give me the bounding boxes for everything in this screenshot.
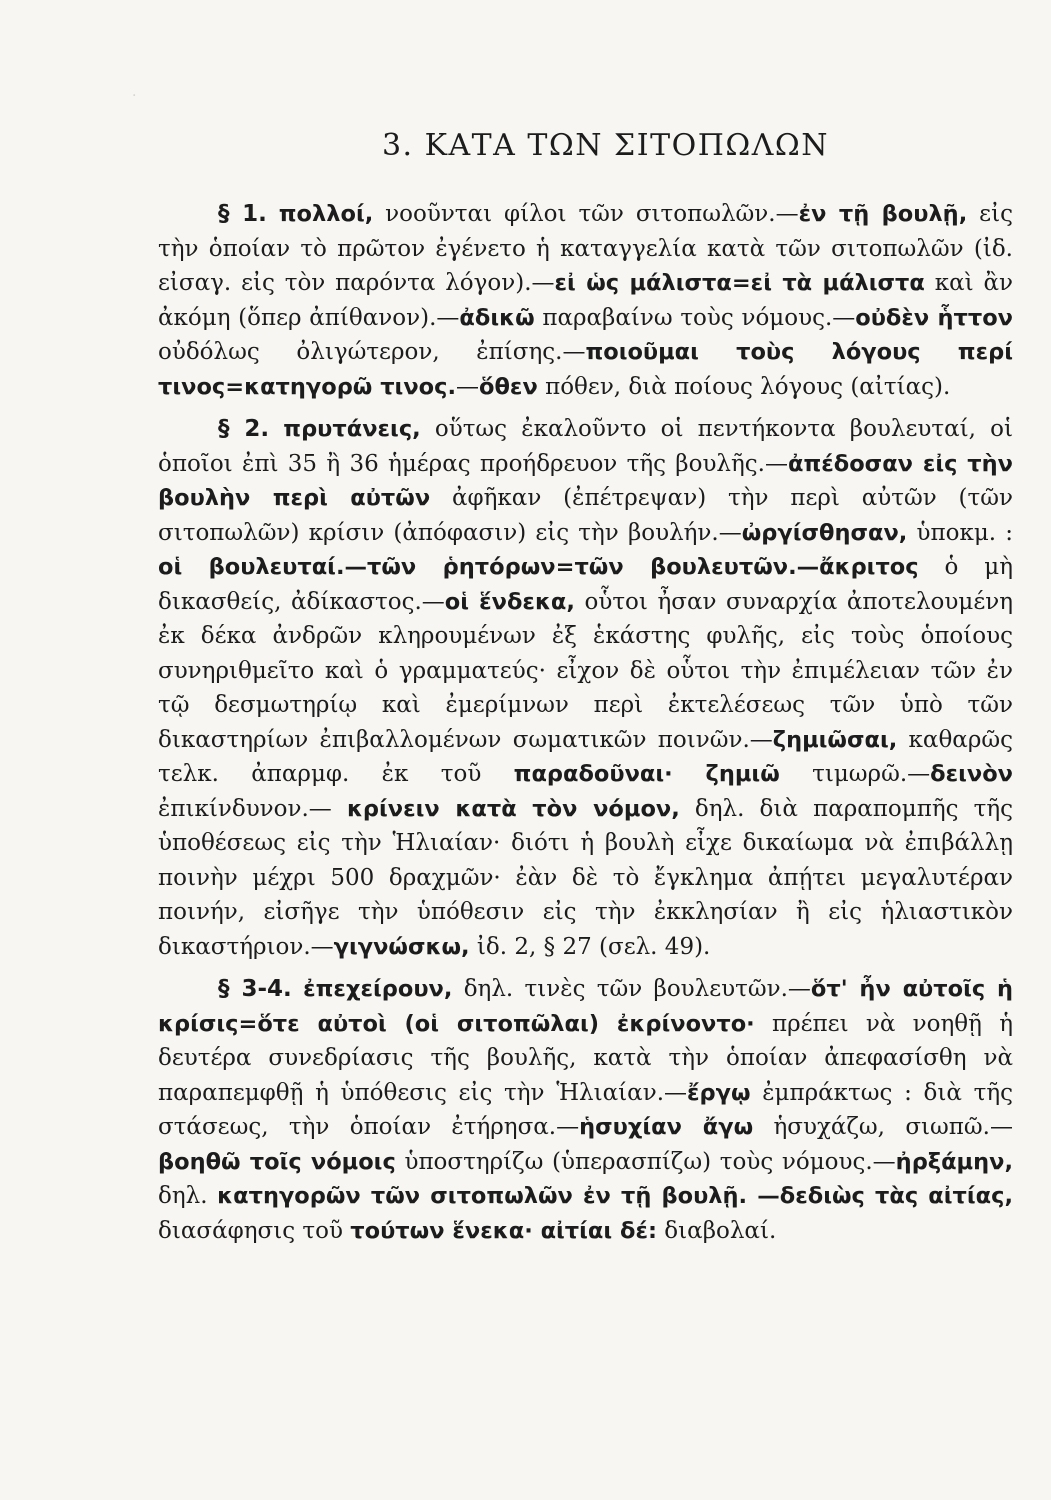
- lemma-term: ἐπεχείρουν,: [303, 976, 453, 1002]
- section-number: § 3-4.: [218, 976, 292, 1002]
- lemma-term: οὐδὲν ἧττον: [855, 304, 1013, 331]
- lemma-term: κατηγορῶν τῶν σιτοπωλῶν ἐν τῇ βουλῇ. —δεδιὼς τὰς αἰτίας,: [217, 1183, 1013, 1209]
- lemma-term: πρυτάνεις,: [283, 416, 421, 442]
- paragraph-2: [158, 412, 1013, 964]
- gloss-text: ἡσυχάζω, σιωπῶ.—: [753, 1114, 1013, 1140]
- section-number: § 2.: [218, 416, 270, 442]
- gloss-text: πρέπει νὰ νοηθῇ ἡ δευτέρα συνεδρίασις τῆς βουλῆς, κατὰ τὴν ὁποίαν ἀπεφασίσθη νὰ παραπεμφθῇ ἡ ὑπόθεσις εἰς τὴν Ἡλιαίαν.—: [158, 1010, 1013, 1106]
- gloss-text: δηλ.: [158, 1183, 218, 1209]
- gloss-text: εἰς τὴν ὁποίαν τὸ πρῶτον ἐγένετο ἡ καταγγελία κατὰ τῶν σιτοπωλῶν (ἰδ. εἰσαγ. εἰς τὸν παρόντα λόγον).—: [158, 201, 1013, 296]
- gloss-text: —: [456, 373, 479, 400]
- page-title: 3. ΚΑΤΑ ΤΩΝ ΣΙΤΟΠΩΛΩΝ: [381, 128, 830, 163]
- lemma-term: ἔργῳ: [687, 1079, 751, 1106]
- gloss-text: καθαρῶς τελκ. ἀπαρμφ. ἐκ τοῦ: [158, 726, 1014, 787]
- lemma-term: δεινὸν: [930, 761, 1013, 787]
- lemma-term: εἰ ὡς μάλιστα=εἰ τὰ μάλιστα: [554, 270, 925, 296]
- lemma-term: κρίνειν κατὰ τὸν νόμον,: [346, 795, 680, 822]
- lemma-term: ὅτ' ἦν αὐτοῖς ἡ κρίσις=ὅτε αὐτοὶ (οἱ σιτοπῶλαι) ἐκρίνοντο·: [158, 976, 1014, 1037]
- gloss-text: τιμωρῶ.—: [779, 761, 931, 787]
- lemma-term: πολλοί,: [278, 201, 374, 227]
- lemma-term: οἱ ἕνδεκα,: [444, 588, 575, 615]
- lemma-term: ὠργίσθησαν,: [741, 519, 908, 546]
- lemma-term: ἐν τῇ βουλῇ,: [798, 201, 968, 227]
- gloss-text: οὕτως ἐκαλοῦντο οἱ πεντήκοντα βουλευταί, οἱ ὁποῖοι ἐπὶ 35 ἢ 36 ἡμέρας προήδρευον τῆς βουλῆς.—: [158, 416, 1013, 477]
- gloss-text: ἐμπράκτως : διὰ τῆς στάσεως, τὴν ὁποίαν ἐτήρησα.—: [158, 1079, 1013, 1140]
- lemma-term: γιγνώσκω,: [333, 933, 470, 960]
- gloss-text: ἐπικίνδυνον.—: [158, 795, 347, 822]
- gloss-text: καὶ ἂν ἀκόμη (ὅπερ ἀπίθανον).—: [158, 270, 1014, 331]
- document-page: [158, 128, 1013, 1256]
- gloss-text: δηλ. διὰ παραπομπῆς τῆς ὑποθέσεως εἰς τὴν Ἡλιαίαν· διότι ἡ βουλὴ εἶχε δικαίωμα νὰ ἐπιβάλλῃ ποινὴν μέχρι 500 δραχμῶν· ἐὰν δὲ τὸ ἔγκλημα ἀπῄτει μεγαλυτέραν ποινήν, εἰσῆγε τὴν ὑπόθεσιν εἰς τὴν ἐκκλησίαν ἢ εἰς ἡλιαστικὸν δικαστήριον.—: [158, 795, 1013, 960]
- lemma-term: παραδοῦναι· ζημιῶ: [513, 761, 780, 787]
- gloss-text: πόθεν, διὰ ποίους λόγους (αἰτίας).: [537, 373, 951, 400]
- gloss-text: ἰδ. 2, § 27 (σελ. 49).: [469, 933, 711, 960]
- gloss-text: παραβαίνω τοὺς νόμους.—: [534, 304, 856, 331]
- gloss-text: νοοῦνται φίλοι τῶν σιτοπωλῶν.—: [373, 201, 799, 227]
- gloss-text: ὑποκμ. :: [907, 519, 1013, 546]
- lemma-term: ζημιῶσαι,: [772, 726, 898, 753]
- section-number: § 1.: [218, 201, 267, 227]
- gloss-text: διαβολαί.: [656, 1217, 777, 1244]
- lemma-term: ἀδικῶ: [459, 304, 535, 331]
- gloss-text: διασάφησις τοῦ: [158, 1217, 351, 1244]
- lemma-term: ἠρξάμην,: [895, 1148, 1013, 1175]
- gloss-text: ὁ μὴ δικασθείς, ἀδίκαστος.—: [158, 554, 1013, 615]
- lemma-term: βοηθῶ τοῖς νόμοις: [158, 1148, 396, 1175]
- lemma-term: οἱ βουλευταί.—τῶν ῥητόρων=τῶν βουλευτῶν.—ἄκριτος: [158, 554, 919, 580]
- gloss-text: ἀφῆκαν (ἐπέτρεψαν) τὴν περὶ αὐτῶν (τῶν σιτοπωλῶν) κρίσιν (ἀπόφασιν) εἰς τὴν βουλήν.—: [158, 485, 1013, 546]
- lemma-term: ὅθεν: [479, 373, 538, 400]
- paragraph-3: [158, 972, 1013, 1248]
- lemma-term: ποιοῦμαι τοὺς λόγους περί τινος=κατηγορῶ τινος.: [158, 339, 1013, 400]
- gloss-text: δηλ. τινὲς τῶν βουλευτῶν.—: [452, 976, 811, 1002]
- paragraph-1: [158, 197, 1013, 404]
- lemma-term: ἀπέδοσαν εἰς τὴν βουλὴν περὶ αὐτῶν: [158, 450, 1013, 511]
- gloss-text: ὑποστηρίζω (ὑπερασπίζω) τοὺς νόμους.—: [395, 1148, 896, 1175]
- lemma-term: ἡσυχίαν ἄγω: [579, 1114, 754, 1140]
- gloss-text: οὐδόλως ὀλιγώτερον, ἐπίσης.—: [158, 339, 586, 365]
- lemma-term: τούτων ἕνεκα· αἰτίαι δέ:: [350, 1217, 657, 1244]
- gloss-text: οὗτοι ἦσαν συναρχία ἀποτελουμένη ἐκ δέκα ἀνδρῶν κληρουμένων ἐξ ἑκάστης φυλῆς, εἰς τοὺς ὁποίους συνηριθμεῖτο καὶ ὁ γραμματεύς· εἶχον δὲ οὗτοι τὴν ἐπιμέλειαν τῶν ἐν τῷ δεσμωτηρίῳ καὶ ἐμερίμνων περὶ ἐκτελέσεως τῶν ὑπὸ τῶν δικαστηρίων ἐπιβαλλομένων σωματικῶν ποινῶν.—: [158, 588, 1013, 753]
- page-corner-mark: ·: [132, 88, 137, 104]
